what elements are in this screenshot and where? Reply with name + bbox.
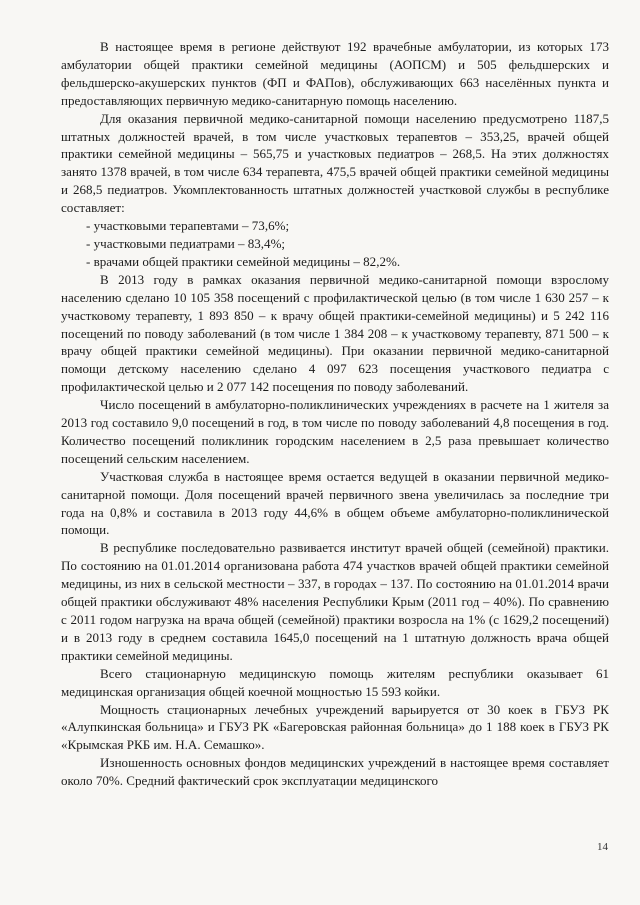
paragraph-fixed-assets: Изношенность основных фондов медицинских учреждений в настоящее время составляет около 70%. Средний фактический срок эксплуатации медицинского [61, 755, 609, 789]
page-number: 14 [597, 841, 608, 853]
paragraph-visits-2013: В 2013 году в рамках оказания первичной медико-санитарной помощи взрослому населению сделано 10 105 358 посещений с профилактической целью (в том числе 1 630 257 – к участковому терапевту, 1 893 850 – к врачу общей практики-семейной медицины) и 5 242 116 посещений по поводу заболеваний (в том числе 1 384 208 – к участковому терапевту, 871 500 – к врачу общей практики семейной медицины). При оказании первичной медико-санитарной помощи детскому населению сделано 4 097 623 посещения участкового педиатра с профилактической целью и 2 077 142 посещения по поводу заболеваний. [61, 271, 609, 395]
paragraph-staff-positions: Для оказания первичной медико-санитарной помощи населению предусмотрено 1187,5 штатных должностей врачей, в том числе участковых терапевтов – 353,25, врачей общей практики семейной медицины – 565,75 и участковых педиатров – 268,5. На этих должностях занято 1378 врачей, в том числе 634 терапевта, 475,5 врачей общей практики семейной медицины и 268,5 педиатров. Укомплектованность штатных должностей участковой службы в республике составляет: [61, 110, 609, 216]
paragraph-ambulatories: В настоящее время в регионе действуют 192 врачебные амбулатории, из которых 173 амбулатории общей практики семейной медицины (АОПСМ) и 505 фельдшерских и фельдшерско-акушерских пунктов (ФП и ФАПов), обслуживающих 663 населённых пункта и предоставляющих первичную медико-санитарную помощь населению. [61, 39, 609, 108]
paragraph-family-doctors: В республике последовательно развивается институт врачей общей (семейной) практики. По состоянию на 01.01.2014 организована работа 474 участков врачей общей практики семейной медицины, из них в сельской местности – 337, в городах – 137. По состоянию на 01.01.2014 врачи общей практики обслуживают 48% населения Республики Крым (2011 год – 40%). По сравнению с 2011 годом нагрузка на врача общей (семейной) практики возросла на 1% (с 1629,2 посещений) и в 2013 году в среднем составила 1645,0 посещений на 1 штатную должность врача общей практики семейной медицины. [61, 540, 609, 663]
document-body [61, 38, 609, 790]
paragraph-inpatient-care: Всего стационарную медицинскую помощь жителям республики оказывает 61 медицинская организация общей коечной мощностью 15 593 койки. [61, 665, 609, 699]
list-item-therapists: - участковыми терапевтами – 73,6%; [86, 218, 290, 234]
list-item-pediatricians: - участковыми педиатрами – 83,4%; [86, 235, 286, 251]
list-item-general-practice: - врачами общей практики семейной медицины – 82,2%. [86, 253, 401, 269]
paragraph-visits-per-resident: Число посещений в амбулаторно-поликлинических учреждениях в расчете на 1 жителя за 2013 год составило 9,0 посещений в год, в том числе по поводу заболеваний 4,8 посещения в год. Количество посещений поликлиник городским населением в 2,5 раза превышает количество посещений сельским населением. [61, 397, 609, 466]
paragraph-district-service: Участковая служба в настоящее время остается ведущей в оказании первичной медико-санитарной помощи. Доля посещений врачей первичного звена увеличилась за последние три года на 0,8% и составила в 2013 году 44,6% в общем объеме амбулаторно-поликлинической помощи. [61, 468, 609, 538]
paragraph-hospital-capacity: Мощность стационарных лечебных учреждений варьируется от 30 коек в ГБУЗ РК «Алупкинская больница» и ГБУЗ РК «Багеровская районная больница» до 1 188 коек в ГБУЗ РК «Крымская РКБ им. Н.А. Семашко». [61, 701, 609, 753]
